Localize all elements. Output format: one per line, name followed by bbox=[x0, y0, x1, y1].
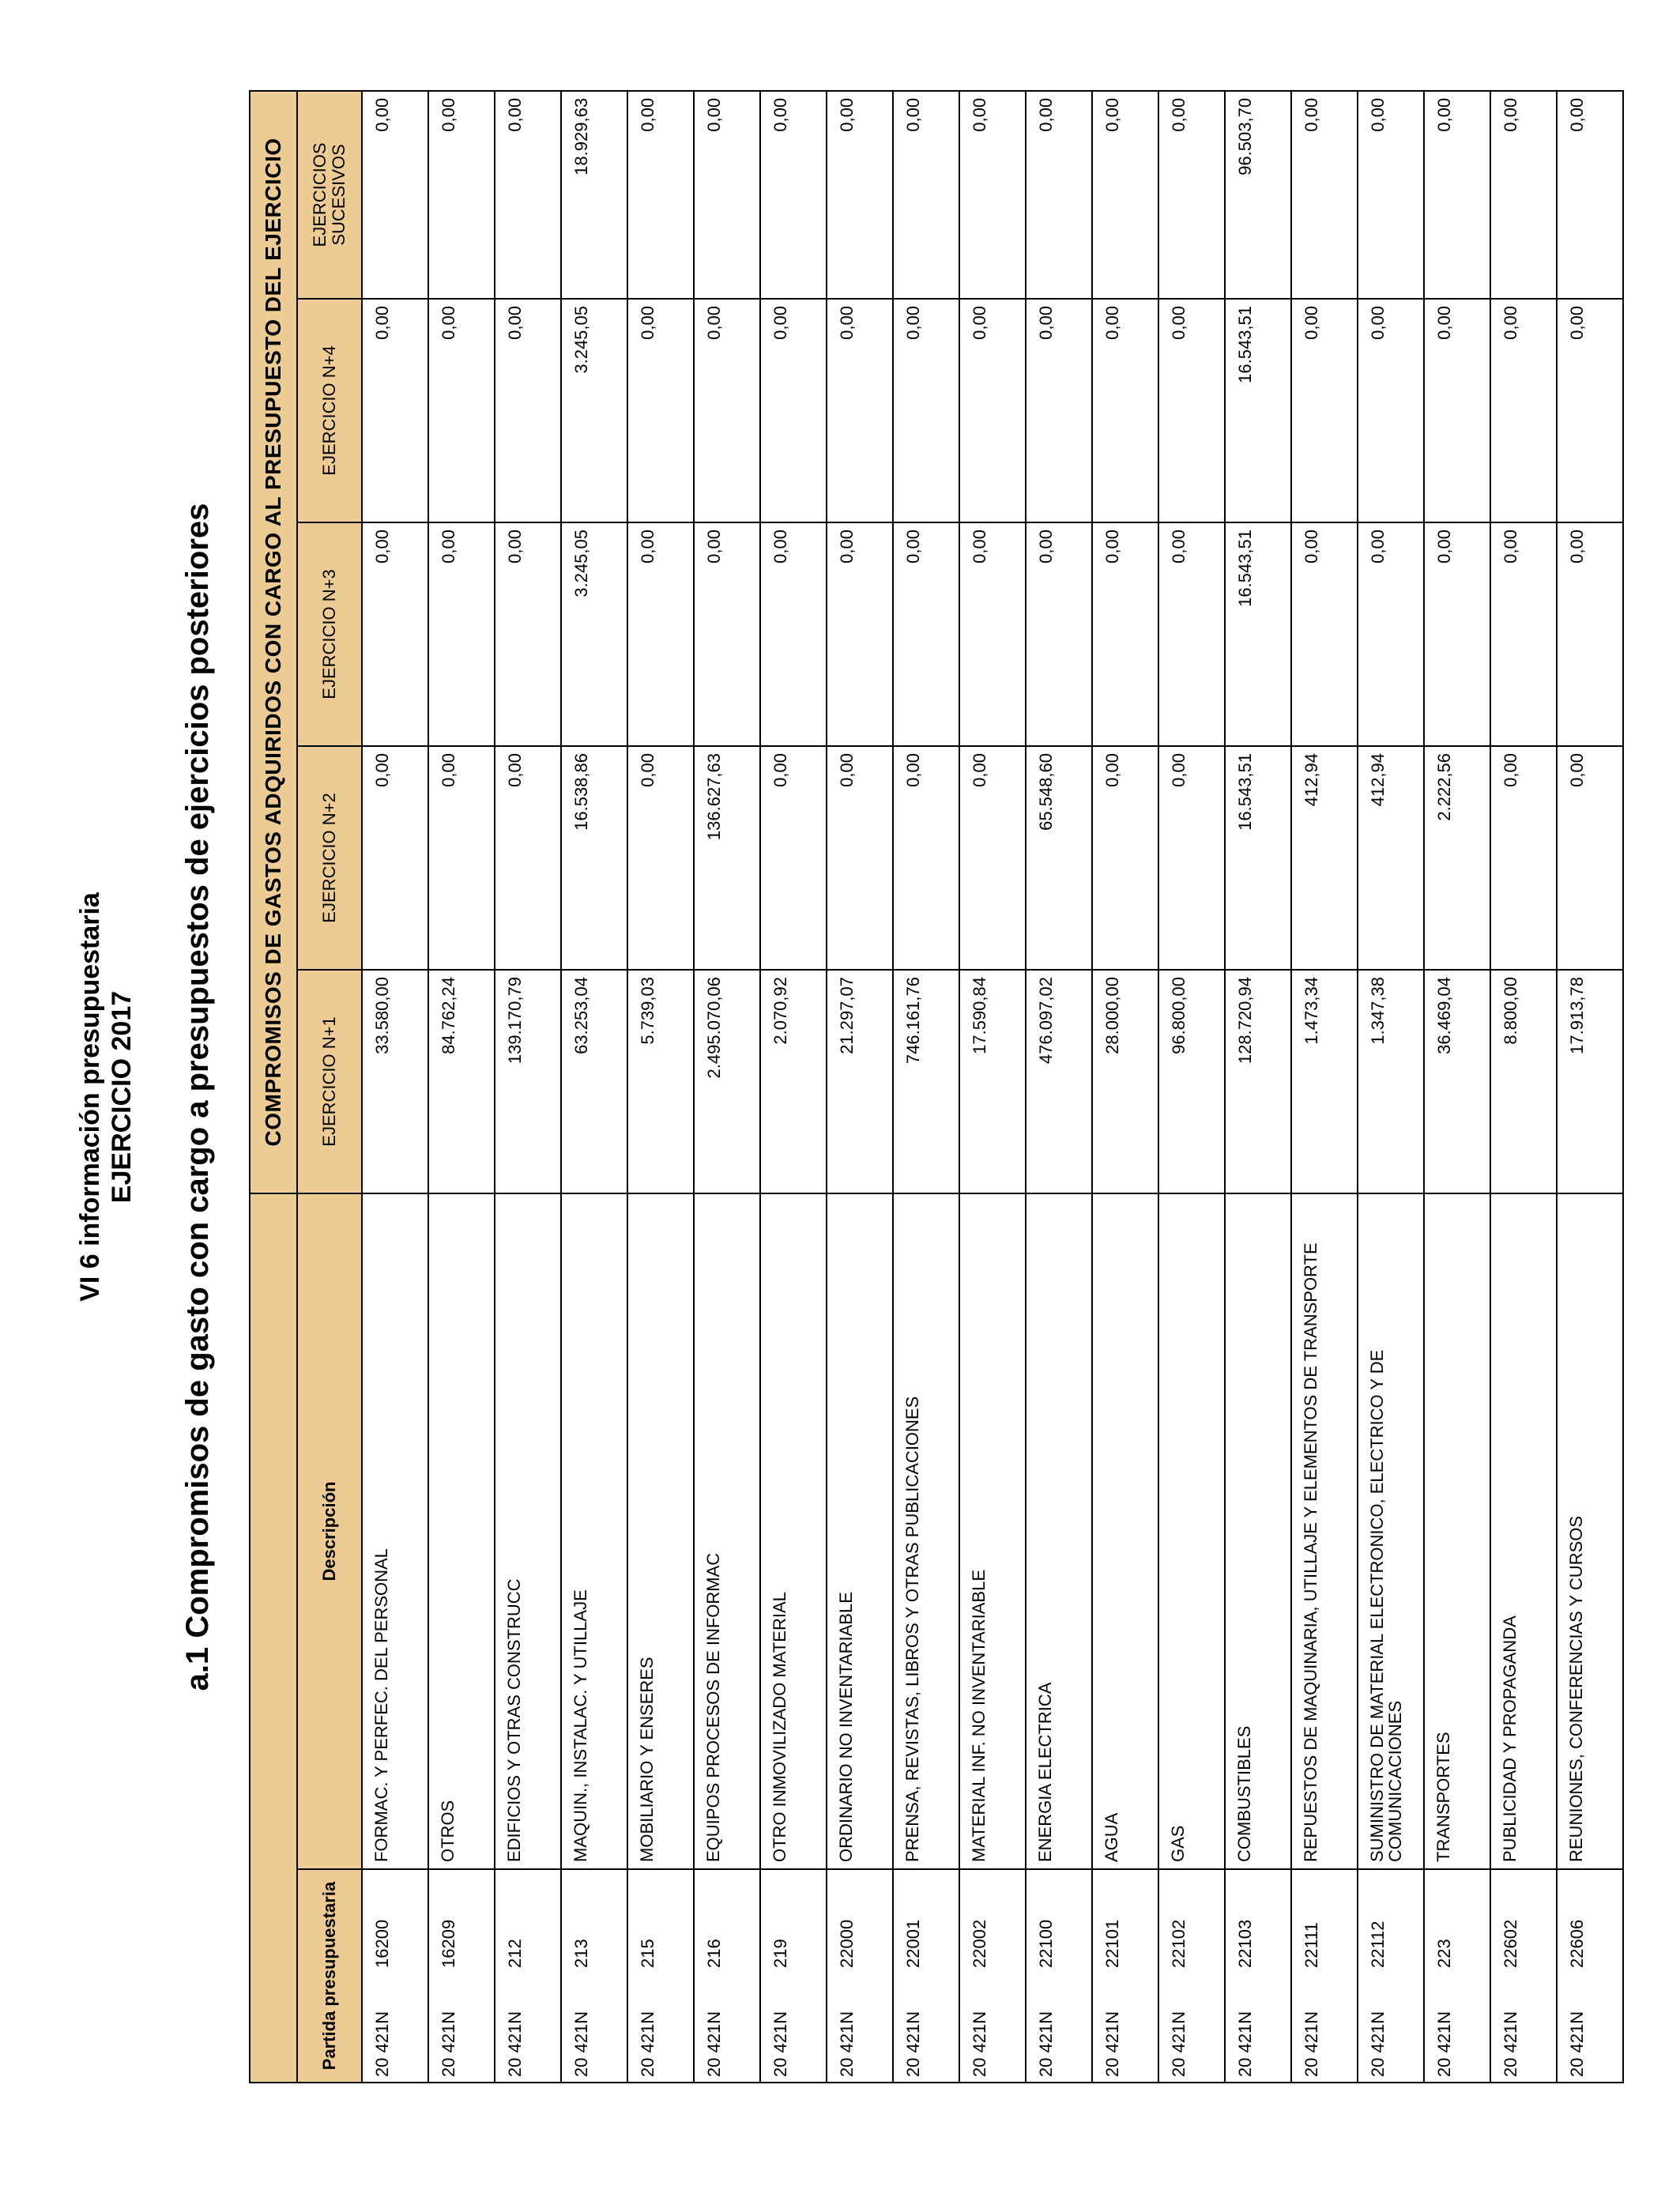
commitments-table bbox=[249, 90, 1624, 2083]
cell-partida-number: 212 bbox=[495, 1869, 561, 1968]
col-header-descripcion: Descripción bbox=[297, 1193, 362, 1869]
cell-partida-number: 22100 bbox=[1026, 1869, 1092, 1968]
cell-amount-n4: 0,00 bbox=[1092, 299, 1158, 522]
cell-amount-n1: 63.253,04 bbox=[561, 970, 627, 1193]
cell-amount-n4: 0,00 bbox=[428, 299, 495, 522]
report-title: VI 6 información presupuestaria bbox=[75, 892, 105, 1302]
cell-amount-n3: 0,00 bbox=[959, 522, 1026, 746]
cell-amount-n1: 746.161,76 bbox=[893, 970, 959, 1193]
cell-amount-n4: 0,00 bbox=[1026, 299, 1092, 522]
cell-description: OTRO INMOVILIZADO MATERIAL bbox=[760, 1193, 827, 1869]
cell-amount-sucesivos: 0,00 bbox=[760, 91, 827, 299]
cell-amount-sucesivos: 18.929,63 bbox=[561, 91, 627, 299]
cell-partida-number: 215 bbox=[627, 1869, 694, 1968]
cell-amount-n1: 1.347,38 bbox=[1358, 970, 1424, 1193]
col-header-partida: Partida presupuestaria bbox=[297, 1869, 362, 2083]
cell-amount-n1: 17.913,78 bbox=[1557, 970, 1623, 1193]
table-row bbox=[1092, 91, 1158, 2083]
cell-amount-n1: 476.097,02 bbox=[1026, 970, 1092, 1193]
cell-amount-n1: 2.495.070,06 bbox=[694, 970, 760, 1193]
cell-amount-n3: 0,00 bbox=[362, 522, 428, 746]
cell-partida-section: 20 421N bbox=[495, 1968, 561, 2083]
cell-amount-n3: 0,00 bbox=[495, 522, 561, 746]
cell-amount-n2: 0,00 bbox=[1490, 746, 1557, 970]
cell-amount-sucesivos: 0,00 bbox=[1557, 91, 1623, 299]
table-row bbox=[1026, 91, 1092, 2083]
cell-partida-number: 22111 bbox=[1291, 1869, 1358, 1968]
col-header-n3: EJERCICIO N+3 bbox=[297, 522, 362, 746]
group-header: COMPROMISOS DE GASTOS ADQUIRIDOS CON CARGO AL PRESUPUESTO DEL EJERCICIO bbox=[250, 91, 297, 1193]
cell-amount-n2: 0,00 bbox=[495, 746, 561, 970]
cell-partida-section: 20 421N bbox=[959, 1968, 1026, 2083]
cell-description: ENERGIA ELECTRICA bbox=[1026, 1193, 1092, 1869]
cell-amount-n1: 2.070,92 bbox=[760, 970, 827, 1193]
cell-partida-section: 20 421N bbox=[428, 1968, 495, 2083]
table-row bbox=[1490, 91, 1557, 2083]
cell-amount-n4: 0,00 bbox=[760, 299, 827, 522]
table-row bbox=[959, 91, 1026, 2083]
cell-amount-n3: 0,00 bbox=[694, 522, 760, 746]
cell-partida-section: 20 421N bbox=[1358, 1968, 1424, 2083]
cell-description: MATERIAL INF. NO INVENTARIABLE bbox=[959, 1193, 1026, 1869]
cell-partida-number: 219 bbox=[760, 1869, 827, 1968]
header-blank-cell bbox=[250, 1193, 297, 2083]
cell-amount-sucesivos: 0,00 bbox=[1358, 91, 1424, 299]
cell-amount-sucesivos: 0,00 bbox=[1158, 91, 1225, 299]
cell-description: COMBUSTIBLES bbox=[1225, 1193, 1291, 1869]
col-header-n1: EJERCICIO N+1 bbox=[297, 970, 362, 1193]
cell-partida-number: 16209 bbox=[428, 1869, 495, 1968]
cell-amount-n4: 3.245,05 bbox=[561, 299, 627, 522]
table-row bbox=[1158, 91, 1225, 2083]
cell-description: REUNIONES, CONFERENCIAS Y CURSOS bbox=[1557, 1193, 1623, 1869]
cell-partida-number: 22002 bbox=[959, 1869, 1026, 1968]
table-row bbox=[1424, 91, 1490, 2083]
cell-amount-n1: 128.720,94 bbox=[1225, 970, 1291, 1193]
cell-amount-sucesivos: 0,00 bbox=[1291, 91, 1358, 299]
cell-partida-number: 213 bbox=[561, 1869, 627, 1968]
cell-partida-section: 20 421N bbox=[1225, 1968, 1291, 2083]
cell-amount-n3: 0,00 bbox=[428, 522, 495, 746]
cell-amount-n2: 412,94 bbox=[1291, 746, 1358, 970]
cell-amount-n1: 8.800,00 bbox=[1490, 970, 1557, 1193]
cell-amount-sucesivos: 0,00 bbox=[1424, 91, 1490, 299]
cell-amount-n2: 0,00 bbox=[1158, 746, 1225, 970]
cell-amount-n3: 0,00 bbox=[893, 522, 959, 746]
cell-amount-n3: 0,00 bbox=[1358, 522, 1424, 746]
cell-description: EQUIPOS PROCESOS DE INFORMAC bbox=[694, 1193, 760, 1869]
table-row bbox=[362, 91, 428, 2083]
cell-amount-n3: 0,00 bbox=[760, 522, 827, 746]
table-row bbox=[1557, 91, 1623, 2083]
cell-amount-sucesivos: 96.503,70 bbox=[1225, 91, 1291, 299]
cell-amount-n1: 17.590,84 bbox=[959, 970, 1026, 1193]
cell-amount-n3: 0,00 bbox=[1490, 522, 1557, 746]
cell-amount-n3: 0,00 bbox=[827, 522, 893, 746]
cell-amount-n4: 0,00 bbox=[1358, 299, 1424, 522]
cell-amount-n4: 0,00 bbox=[1557, 299, 1623, 522]
cell-amount-n2: 0,00 bbox=[760, 746, 827, 970]
cell-partida-section: 20 421N bbox=[1026, 1968, 1092, 2083]
cell-partida-section: 20 421N bbox=[561, 1968, 627, 2083]
cell-amount-n2: 0,00 bbox=[959, 746, 1026, 970]
table-row bbox=[495, 91, 561, 2083]
cell-amount-n2: 16.538,86 bbox=[561, 746, 627, 970]
col-header-n4: EJERCICIO N+4 bbox=[297, 299, 362, 522]
cell-description: ORDINARIO NO INVENTARIABLE bbox=[827, 1193, 893, 1869]
cell-amount-n2: 0,00 bbox=[428, 746, 495, 970]
table-row bbox=[627, 91, 694, 2083]
cell-partida-number: 22606 bbox=[1557, 1869, 1623, 1968]
cell-description: PUBLICIDAD Y PROPAGANDA bbox=[1490, 1193, 1557, 1869]
table-row bbox=[1291, 91, 1358, 2083]
cell-amount-n4: 0,00 bbox=[893, 299, 959, 522]
table-row bbox=[561, 91, 627, 2083]
cell-partida-number: 22602 bbox=[1490, 1869, 1557, 1968]
report-subtitle: a.1 Compromisos de gasto con cargo a presupuestos de ejercicios posteriores bbox=[180, 503, 215, 1691]
cell-amount-n3: 0,00 bbox=[627, 522, 694, 746]
cell-description: TRANSPORTES bbox=[1424, 1193, 1490, 1869]
cell-amount-n2: 2.222,56 bbox=[1424, 746, 1490, 970]
cell-amount-n4: 0,00 bbox=[959, 299, 1026, 522]
cell-amount-n2: 412,94 bbox=[1358, 746, 1424, 970]
cell-partida-section: 20 421N bbox=[627, 1968, 694, 2083]
cell-description: PRENSA, REVISTAS, LIBROS Y OTRAS PUBLICACIONES bbox=[893, 1193, 959, 1869]
cell-amount-n2: 16.543,51 bbox=[1225, 746, 1291, 970]
cell-description: REPUESTOS DE MAQUINARIA, UTILLAJE Y ELEMENTOS DE TRANSPORTE bbox=[1291, 1193, 1358, 1869]
cell-partida-number: 22000 bbox=[827, 1869, 893, 1968]
cell-amount-n3: 3.245,05 bbox=[561, 522, 627, 746]
table-row bbox=[428, 91, 495, 2083]
cell-amount-n2: 0,00 bbox=[1092, 746, 1158, 970]
cell-partida-number: 22101 bbox=[1092, 1869, 1158, 1968]
cell-amount-n4: 0,00 bbox=[1490, 299, 1557, 522]
cell-partida-section: 20 421N bbox=[827, 1968, 893, 2083]
cell-description: AGUA bbox=[1092, 1193, 1158, 1869]
cell-amount-n2: 65.548,60 bbox=[1026, 746, 1092, 970]
cell-amount-n4: 16.543,51 bbox=[1225, 299, 1291, 522]
cell-partida-number: 22001 bbox=[893, 1869, 959, 1968]
cell-amount-sucesivos: 0,00 bbox=[428, 91, 495, 299]
cell-description: MOBILIARIO Y ENSERES bbox=[627, 1193, 694, 1869]
cell-amount-n3: 0,00 bbox=[1557, 522, 1623, 746]
cell-amount-n2: 0,00 bbox=[362, 746, 428, 970]
cell-amount-n3: 16.543,51 bbox=[1225, 522, 1291, 746]
cell-amount-n2: 0,00 bbox=[627, 746, 694, 970]
cell-partida-section: 20 421N bbox=[694, 1968, 760, 2083]
cell-amount-n4: 0,00 bbox=[627, 299, 694, 522]
cell-amount-n4: 0,00 bbox=[1291, 299, 1358, 522]
cell-amount-sucesivos: 0,00 bbox=[1490, 91, 1557, 299]
cell-partida-section: 20 421N bbox=[1158, 1968, 1225, 2083]
cell-amount-n1: 96.800,00 bbox=[1158, 970, 1225, 1193]
cell-amount-sucesivos: 0,00 bbox=[1092, 91, 1158, 299]
cell-description: EDIFICIOS Y OTRAS CONSTRUCC bbox=[495, 1193, 561, 1869]
cell-amount-n4: 0,00 bbox=[362, 299, 428, 522]
cell-partida-number: 22102 bbox=[1158, 1869, 1225, 1968]
cell-amount-n1: 36.469,04 bbox=[1424, 970, 1490, 1193]
col-header-sucesivos: EJERCICIOS SUCESIVOS bbox=[297, 91, 362, 299]
cell-partida-number: 223 bbox=[1424, 1869, 1490, 1968]
table-body bbox=[362, 91, 1623, 2083]
cell-partida-section: 20 421N bbox=[1557, 1968, 1623, 2083]
cell-partida-section: 20 421N bbox=[1291, 1968, 1358, 2083]
cell-partida-section: 20 421N bbox=[1490, 1968, 1557, 2083]
cell-amount-sucesivos: 0,00 bbox=[495, 91, 561, 299]
cell-partida-section: 20 421N bbox=[1092, 1968, 1158, 2083]
cell-partida-number: 216 bbox=[694, 1869, 760, 1968]
cell-amount-n2: 0,00 bbox=[1557, 746, 1623, 970]
cell-amount-n4: 0,00 bbox=[694, 299, 760, 522]
cell-amount-n1: 28.000,00 bbox=[1092, 970, 1158, 1193]
cell-amount-n4: 0,00 bbox=[495, 299, 561, 522]
table-row bbox=[1358, 91, 1424, 2083]
cell-amount-sucesivos: 0,00 bbox=[694, 91, 760, 299]
table-row bbox=[760, 91, 827, 2083]
cell-amount-sucesivos: 0,00 bbox=[959, 91, 1026, 299]
cell-description: FORMAC. Y PERFEC. DEL PERSONAL bbox=[362, 1193, 428, 1869]
cell-amount-n4: 0,00 bbox=[1158, 299, 1225, 522]
cell-amount-n2: 0,00 bbox=[827, 746, 893, 970]
cell-amount-n3: 0,00 bbox=[1424, 522, 1490, 746]
cell-amount-n3: 0,00 bbox=[1026, 522, 1092, 746]
cell-description: SUMINISTRO DE MATERIAL ELECTRONICO, ELECTRICO Y DE COMUNICACIONES bbox=[1358, 1193, 1424, 1869]
cell-amount-sucesivos: 0,00 bbox=[627, 91, 694, 299]
cell-amount-n3: 0,00 bbox=[1291, 522, 1358, 746]
cell-amount-n1: 21.297,07 bbox=[827, 970, 893, 1193]
cell-amount-n1: 84.762,24 bbox=[428, 970, 495, 1193]
cell-amount-sucesivos: 0,00 bbox=[1026, 91, 1092, 299]
cell-partida-section: 20 421N bbox=[1424, 1968, 1490, 2083]
cell-amount-n1: 1.473,34 bbox=[1291, 970, 1358, 1193]
cell-amount-n2: 136.627,63 bbox=[694, 746, 760, 970]
cell-amount-n3: 0,00 bbox=[1092, 522, 1158, 746]
cell-amount-n1: 139.170,79 bbox=[495, 970, 561, 1193]
cell-amount-n4: 0,00 bbox=[827, 299, 893, 522]
table-row bbox=[893, 91, 959, 2083]
table-row bbox=[1225, 91, 1291, 2083]
col-header-n2: EJERCICIO N+2 bbox=[297, 746, 362, 970]
table-row bbox=[827, 91, 893, 2083]
cell-partida-section: 20 421N bbox=[362, 1968, 428, 2083]
cell-amount-n1: 5.739,03 bbox=[627, 970, 694, 1193]
table-row bbox=[694, 91, 760, 2083]
cell-amount-sucesivos: 0,00 bbox=[827, 91, 893, 299]
cell-amount-n2: 0,00 bbox=[893, 746, 959, 970]
cell-partida-section: 20 421N bbox=[760, 1968, 827, 2083]
report-year: EJERCICIO 2017 bbox=[107, 990, 137, 1204]
cell-partida-number: 22112 bbox=[1358, 1869, 1424, 1968]
cell-amount-n4: 0,00 bbox=[1424, 299, 1490, 522]
cell-partida-number: 22103 bbox=[1225, 1869, 1291, 1968]
cell-partida-number: 16200 bbox=[362, 1869, 428, 1968]
cell-amount-sucesivos: 0,00 bbox=[362, 91, 428, 299]
cell-amount-n1: 33.580,00 bbox=[362, 970, 428, 1193]
cell-partida-section: 20 421N bbox=[893, 1968, 959, 2083]
cell-description: OTROS bbox=[428, 1193, 495, 1869]
cell-description: MAQUIN., INSTALAC. Y UTILLAJE bbox=[561, 1193, 627, 1869]
cell-amount-n3: 0,00 bbox=[1158, 522, 1225, 746]
cell-amount-sucesivos: 0,00 bbox=[893, 91, 959, 299]
cell-description: GAS bbox=[1158, 1193, 1225, 1869]
